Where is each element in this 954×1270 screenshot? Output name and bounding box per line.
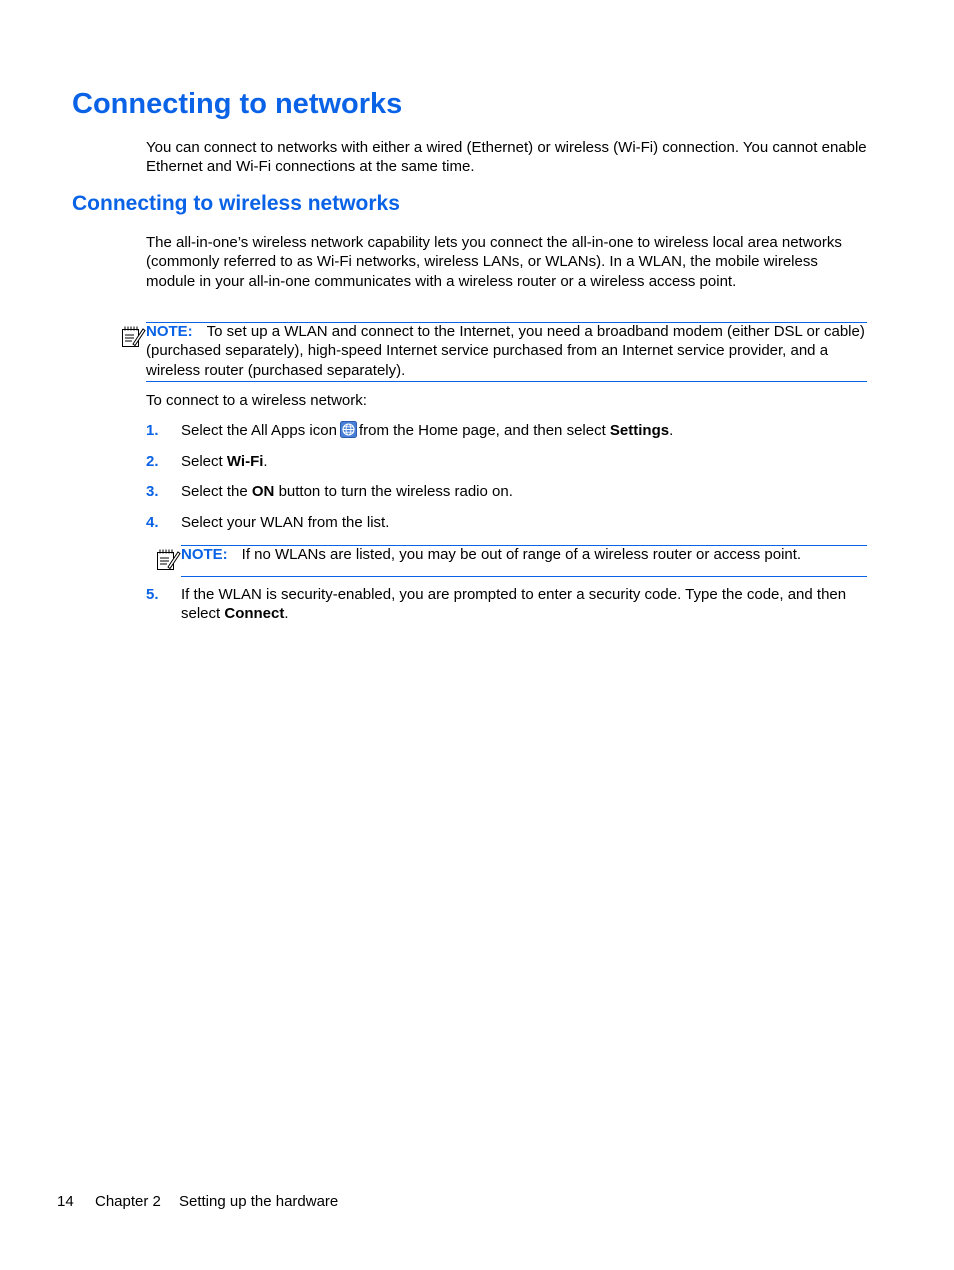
intro-paragraph: You can connect to networks with either a wired (Ethernet) or wireless (Wi-Fi) connection. You cannot enable Ethernet and Wi-Fi connections at the same time. bbox=[146, 139, 867, 176]
step-text-pre: If the WLAN is security-enabled, you are prompted to enter a security code. Type the code, and then select bbox=[181, 586, 847, 623]
step-text bbox=[181, 585, 867, 624]
footer-chapter: Chapter 2 bbox=[95, 1193, 161, 1210]
step-text: Select your WLAN from the list. bbox=[181, 514, 390, 531]
settings-label: Settings bbox=[609, 422, 670, 439]
page-number: 14 bbox=[57, 1193, 74, 1210]
step-number: 1. bbox=[146, 422, 159, 439]
step-text-post: . bbox=[284, 605, 289, 623]
note-icon bbox=[120, 323, 146, 349]
note-label: NOTE: bbox=[181, 546, 228, 563]
step-text-post: . bbox=[669, 422, 674, 439]
steps-intro: To connect to a wireless network: bbox=[146, 392, 367, 409]
step-text-post: . bbox=[263, 453, 268, 470]
all-apps-icon bbox=[340, 421, 357, 438]
step-number: 2. bbox=[146, 453, 159, 470]
step-text-post: button to turn the wireless radio on. bbox=[278, 483, 513, 500]
note-label: NOTE: bbox=[146, 323, 193, 340]
note-icon bbox=[155, 546, 181, 572]
page-title: Connecting to networks bbox=[72, 88, 403, 120]
wireless-paragraph: The all-in-one’s wireless network capability lets you connect the all-in-one to wireless local area networks (commonly referred to as Wi-Fi networks, wireless LANs, or WLANs). In a WLAN, the mobile wireless module in your all-in-one communicates with a wireless router or a wireless access point. bbox=[146, 234, 842, 290]
note-text: If no WLANs are listed, you may be out of range of a wireless router or access point. bbox=[241, 546, 802, 563]
step-number: 3. bbox=[146, 483, 159, 500]
footer-chapter-title: Setting up the hardware bbox=[179, 1193, 339, 1210]
step-text-pre: Select bbox=[181, 453, 223, 470]
step-text bbox=[181, 482, 867, 501]
step-text-pre: Select the All Apps icon bbox=[181, 422, 337, 439]
note-content bbox=[146, 322, 867, 380]
section-heading: Connecting to wireless networks bbox=[72, 192, 400, 215]
step-text bbox=[181, 421, 867, 440]
step-number: 4. bbox=[146, 514, 159, 531]
step-text-mid: from the Home page, and then select bbox=[358, 422, 606, 439]
note-content bbox=[181, 545, 867, 564]
wifi-label: Wi-Fi bbox=[226, 453, 264, 470]
step-text-pre: Select the bbox=[181, 483, 248, 500]
connect-label: Connect bbox=[224, 605, 285, 623]
on-label: ON bbox=[251, 483, 275, 500]
step-number: 5. bbox=[146, 586, 159, 603]
note-box bbox=[146, 322, 867, 382]
note-box bbox=[181, 545, 867, 577]
step-text bbox=[181, 452, 867, 471]
note-text: To set up a WLAN and connect to the Internet, you need a broadband modem (either DSL or cable) (purchased separately), high-speed Internet service purchased from an Internet service provider, and a wireless router (purchased separately). bbox=[146, 323, 865, 379]
